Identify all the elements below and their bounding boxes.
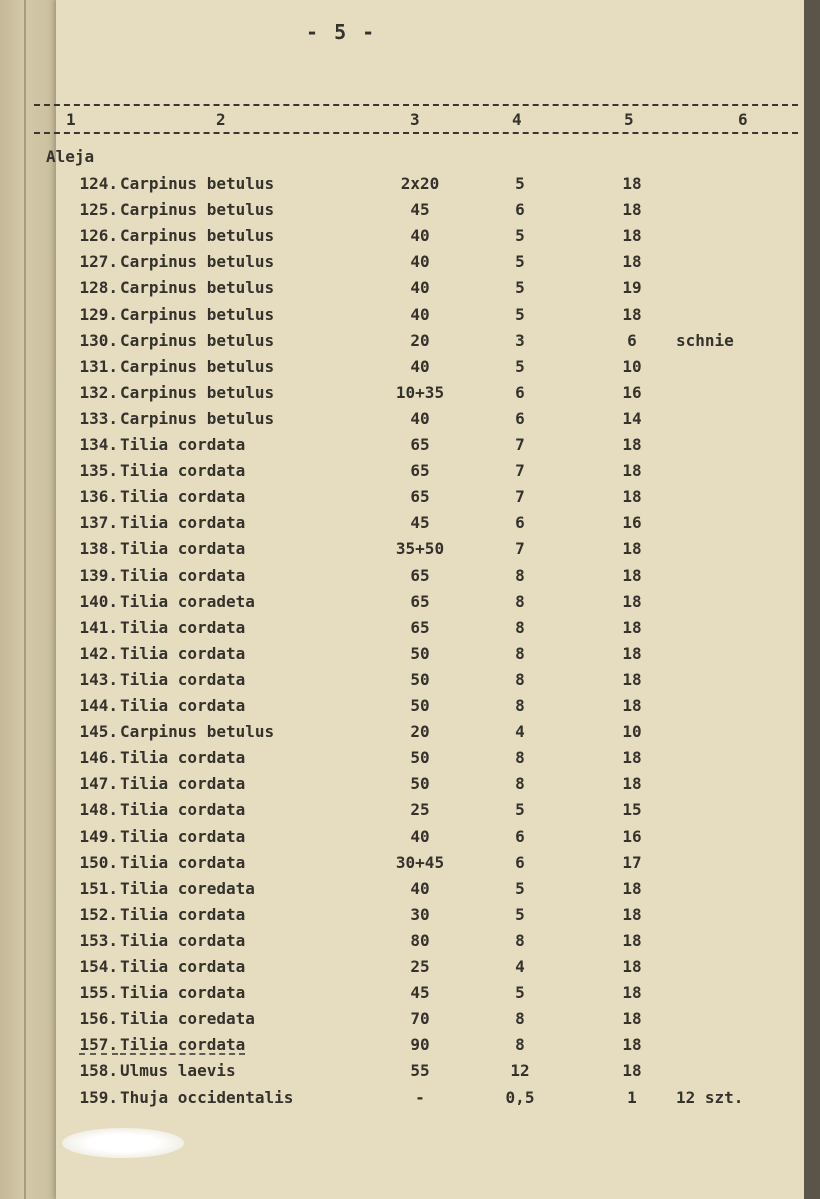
column-5-value: 19 <box>622 278 642 298</box>
species-name: Carpinus betulus <box>120 200 275 220</box>
column-4-value: 7 <box>515 435 525 454</box>
table-row <box>0 174 800 200</box>
species-name: Tilia cordata <box>120 1035 246 1055</box>
row-number: 131. <box>79 356 118 376</box>
column-3-value: 55 <box>410 1061 430 1081</box>
column-5-value: 6 <box>627 330 637 350</box>
row-number: 125. <box>79 200 118 220</box>
species-name: Tilia cordata <box>120 461 246 481</box>
column-5-value: 18 <box>622 1009 642 1029</box>
table-row <box>0 800 800 826</box>
species-name: Tilia cordata <box>120 800 246 820</box>
column-5-value: 16 <box>622 513 642 533</box>
column-4-value: 5 <box>515 226 525 246</box>
species-name: Tilia cordata <box>120 852 246 872</box>
column-3-value: 65 <box>410 591 430 611</box>
row-number: 142. <box>79 643 118 663</box>
column-3-value: 40 <box>410 408 430 428</box>
column-header-3: 3 <box>410 110 420 129</box>
row-number: 136. <box>79 487 118 507</box>
species-name: Tilia cordata <box>120 774 246 794</box>
column-5-value: 18 <box>622 643 642 663</box>
column-3-value: 40 <box>410 826 430 846</box>
species-name: Tilia cordata <box>120 696 246 715</box>
column-4-value: 4 <box>515 722 525 742</box>
row-number: 153. <box>79 930 118 950</box>
column-3-value: 65 <box>410 435 430 454</box>
section-label: Aleja <box>46 147 95 166</box>
header-rule-top <box>34 104 798 106</box>
column-3-value: 35+50 <box>395 539 445 559</box>
column-3-value: 30 <box>410 904 430 924</box>
column-3-value: 50 <box>410 748 430 768</box>
table-row <box>0 618 800 644</box>
column-5-value: 18 <box>622 1061 642 1081</box>
table-row <box>0 722 800 748</box>
row-number: 152. <box>79 904 118 924</box>
sheet-right-edge <box>804 0 820 1199</box>
table-row <box>0 226 800 252</box>
row-number: 148. <box>79 800 118 820</box>
column-3-value: 40 <box>410 226 430 246</box>
species-name: Carpinus betulus <box>120 226 275 246</box>
row-number: 137. <box>79 513 118 533</box>
column-4-value: 5 <box>515 904 525 924</box>
column-4-value: 6 <box>515 200 525 220</box>
column-4-value: 5 <box>515 278 525 298</box>
column-4-value: 8 <box>515 643 525 663</box>
species-name: Ulmus laevis <box>120 1061 236 1081</box>
table-row <box>0 278 800 304</box>
species-name: Carpinus betulus <box>120 278 275 298</box>
column-5-value: 18 <box>622 904 642 924</box>
table-row <box>0 1009 800 1035</box>
column-3-value: - <box>415 1087 425 1107</box>
table-row <box>0 252 800 278</box>
species-name: Carpinus betulus <box>120 382 275 402</box>
column-3-value: 40 <box>410 878 430 898</box>
row-number: 149. <box>79 826 118 846</box>
column-5-value: 18 <box>622 930 642 950</box>
column-4-value: 7 <box>515 487 525 507</box>
row-number: 151. <box>79 878 118 898</box>
column-6-note: 12 szt. <box>676 1087 744 1107</box>
page-number: - 5 - <box>306 20 377 44</box>
species-name: Tilia coredata <box>120 878 255 898</box>
column-5-value: 18 <box>622 669 642 689</box>
column-3-value: 40 <box>410 356 430 376</box>
column-5-value: 16 <box>622 826 642 846</box>
column-header-5: 5 <box>624 110 634 129</box>
species-name: Carpinus betulus <box>120 174 275 193</box>
column-5-value: 18 <box>622 461 642 481</box>
row-number: 145. <box>79 722 118 742</box>
column-4-value: 5 <box>515 800 525 820</box>
column-5-value: 1 <box>627 1087 637 1107</box>
table-row <box>0 644 800 670</box>
row-number: 159. <box>79 1087 118 1107</box>
column-4-value: 8 <box>515 1035 525 1055</box>
row-number: 143. <box>79 669 118 689</box>
species-name: Tilia cordata <box>120 435 246 454</box>
column-3-value: 65 <box>410 461 430 481</box>
row-number: 127. <box>79 252 118 272</box>
species-name: Carpinus betulus <box>120 304 275 324</box>
column-3-value: 25 <box>410 800 430 820</box>
column-3-value: 40 <box>410 252 430 272</box>
species-name: Tilia cordata <box>120 904 246 924</box>
column-4-value: 5 <box>515 252 525 272</box>
column-5-value: 10 <box>622 722 642 742</box>
column-3-value: 2x20 <box>400 174 440 193</box>
column-header-4: 4 <box>512 110 522 129</box>
column-5-value: 18 <box>622 539 642 559</box>
row-number: 157. <box>79 1035 118 1055</box>
column-3-value: 65 <box>410 617 430 637</box>
species-name: Carpinus betulus <box>120 408 275 428</box>
table-row <box>0 409 800 435</box>
species-name: Tilia cordata <box>120 513 246 533</box>
column-4-value: 7 <box>515 461 525 481</box>
column-3-value: 90 <box>410 1035 430 1055</box>
species-name: Tilia coredata <box>120 1009 255 1029</box>
column-5-value: 18 <box>622 774 642 794</box>
table-row <box>0 748 800 774</box>
column-4-value: 5 <box>515 356 525 376</box>
table-row <box>0 696 800 722</box>
species-name: Tilia cordata <box>120 669 246 689</box>
row-number: 135. <box>79 461 118 481</box>
column-4-value: 6 <box>515 513 525 533</box>
column-4-value: 7 <box>515 539 525 559</box>
column-header-6: 6 <box>738 110 748 129</box>
row-number: 139. <box>79 565 118 585</box>
species-name: Thuja occidentalis <box>120 1087 294 1107</box>
column-3-value: 80 <box>410 930 430 950</box>
column-5-value: 10 <box>622 356 642 376</box>
species-name: Carpinus betulus <box>120 252 275 272</box>
table-row <box>0 853 800 879</box>
row-number: 138. <box>79 539 118 559</box>
row-number: 128. <box>79 278 118 298</box>
row-number: 147. <box>79 774 118 794</box>
column-4-value: 5 <box>515 878 525 898</box>
row-number: 155. <box>79 983 118 1003</box>
column-4-value: 5 <box>515 304 525 324</box>
column-3-value: 45 <box>410 983 430 1003</box>
column-4-value: 8 <box>515 774 525 794</box>
column-5-value: 18 <box>622 957 642 976</box>
column-5-value: 18 <box>622 435 642 454</box>
column-5-value: 18 <box>622 591 642 611</box>
table-row <box>0 487 800 513</box>
species-name: Tilia cordata <box>120 957 246 976</box>
column-5-value: 18 <box>622 226 642 246</box>
column-3-value: 65 <box>410 487 430 507</box>
table-row <box>0 931 800 957</box>
species-name: Tilia cordata <box>120 826 246 846</box>
column-header-2: 2 <box>216 110 226 129</box>
column-4-value: 8 <box>515 696 525 715</box>
column-5-value: 18 <box>622 983 642 1003</box>
column-5-value: 18 <box>622 252 642 272</box>
column-5-value: 18 <box>622 1035 642 1055</box>
column-4-value: 0,5 <box>505 1087 535 1107</box>
column-4-value: 8 <box>515 748 525 768</box>
column-4-value: 8 <box>515 1009 525 1029</box>
column-3-value: 65 <box>410 565 430 585</box>
row-number: 141. <box>79 617 118 637</box>
column-6-note: schnie <box>676 330 734 350</box>
row-number: 156. <box>79 1009 118 1029</box>
column-4-value: 3 <box>515 330 525 350</box>
column-4-value: 8 <box>515 591 525 611</box>
table-row <box>0 774 800 800</box>
table-row <box>0 1088 800 1114</box>
row-number: 144. <box>79 696 118 715</box>
column-5-value: 18 <box>622 748 642 768</box>
table-row <box>0 670 800 696</box>
column-4-value: 8 <box>515 669 525 689</box>
table-row <box>0 827 800 853</box>
column-3-value: 70 <box>410 1009 430 1029</box>
table-row <box>0 957 800 983</box>
table-row <box>0 513 800 539</box>
column-3-value: 45 <box>410 200 430 220</box>
column-5-value: 17 <box>622 852 642 872</box>
row-number: 134. <box>79 435 118 454</box>
column-3-value: 50 <box>410 643 430 663</box>
row-number: 133. <box>79 408 118 428</box>
column-3-value: 40 <box>410 304 430 324</box>
column-3-value: 40 <box>410 278 430 298</box>
column-3-value: 20 <box>410 722 430 742</box>
table-row <box>0 200 800 226</box>
column-5-value: 18 <box>622 696 642 715</box>
column-4-value: 8 <box>515 930 525 950</box>
table-row <box>0 305 800 331</box>
column-4-value: 12 <box>510 1061 530 1081</box>
species-name: Tilia cordata <box>120 565 246 585</box>
column-3-value: 20 <box>410 330 430 350</box>
table-row <box>0 383 800 409</box>
species-name: Carpinus betulus <box>120 722 275 742</box>
table-row <box>0 566 800 592</box>
row-number: 126. <box>79 226 118 246</box>
species-name: Carpinus betulus <box>120 356 275 376</box>
column-3-value: 50 <box>410 774 430 794</box>
row-number: 129. <box>79 304 118 324</box>
species-name: Tilia cordata <box>120 983 246 1003</box>
row-number: 146. <box>79 748 118 768</box>
column-5-value: 18 <box>622 878 642 898</box>
table-row <box>0 331 800 357</box>
row-number: 132. <box>79 382 118 402</box>
table-row <box>0 539 800 565</box>
column-header-1: 1 <box>66 110 76 129</box>
column-5-value: 18 <box>622 200 642 220</box>
column-4-value: 4 <box>515 957 525 976</box>
table-row <box>0 1035 800 1061</box>
row-number: 140. <box>79 591 118 611</box>
row-number: 150. <box>79 852 118 872</box>
column-3-value: 50 <box>410 696 430 715</box>
row-number: 154. <box>79 957 118 976</box>
row-number: 124. <box>79 174 118 193</box>
column-4-value: 8 <box>515 617 525 637</box>
column-5-value: 18 <box>622 617 642 637</box>
column-5-value: 14 <box>622 408 642 428</box>
column-5-value: 18 <box>622 565 642 585</box>
column-5-value: 18 <box>622 487 642 507</box>
species-name: Tilia cordata <box>120 617 246 637</box>
column-3-value: 45 <box>410 513 430 533</box>
table-row <box>0 357 800 383</box>
column-4-value: 8 <box>515 565 525 585</box>
white-smudge <box>62 1128 184 1158</box>
column-4-value: 6 <box>515 408 525 428</box>
column-4-value: 5 <box>515 174 525 193</box>
column-3-value: 10+35 <box>395 382 445 402</box>
species-name: Carpinus betulus <box>120 330 275 350</box>
row-number: 130. <box>79 330 118 350</box>
table-row <box>0 1061 800 1087</box>
table-row <box>0 461 800 487</box>
column-4-value: 6 <box>515 826 525 846</box>
table-row <box>0 435 800 461</box>
species-name: Tilia cordata <box>120 930 246 950</box>
species-name: Tilia cordata <box>120 643 246 663</box>
column-3-value: 50 <box>410 669 430 689</box>
column-4-value: 6 <box>515 852 525 872</box>
species-name: Tilia cordata <box>120 748 246 768</box>
column-3-value: 30+45 <box>395 852 445 872</box>
column-4-value: 5 <box>515 983 525 1003</box>
species-name: Tilia coradeta <box>120 591 255 611</box>
table-row <box>0 592 800 618</box>
column-5-value: 15 <box>622 800 642 820</box>
column-4-value: 6 <box>515 382 525 402</box>
column-5-value: 18 <box>622 174 642 193</box>
species-name: Tilia cordata <box>120 487 246 507</box>
header-rule-bottom <box>34 132 798 134</box>
column-5-value: 16 <box>622 382 642 402</box>
table-row <box>0 983 800 1009</box>
table-row <box>0 879 800 905</box>
table-row <box>0 905 800 931</box>
row-number: 158. <box>79 1061 118 1081</box>
species-name: Tilia cordata <box>120 539 246 559</box>
column-3-value: 25 <box>410 957 430 976</box>
column-5-value: 18 <box>622 304 642 324</box>
